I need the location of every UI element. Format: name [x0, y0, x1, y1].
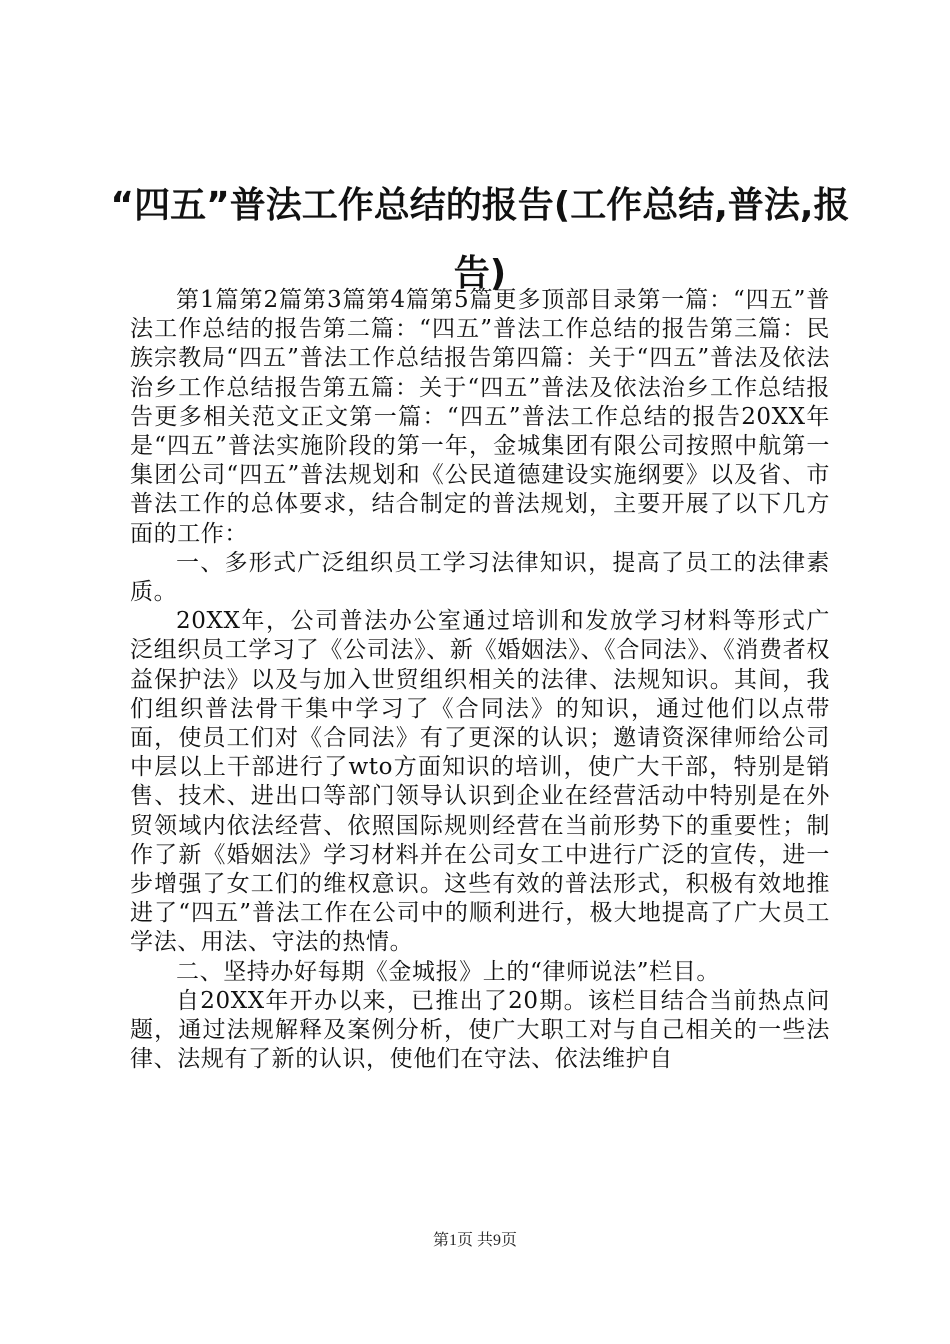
paragraph-heading-one: 一、多形式广泛组织员工学习法律知识，提高了员工的法律素质。: [130, 549, 830, 606]
document-body: [130, 286, 830, 1074]
paragraph-lawyer-column: 自20XX年开办以来，已推出了20期。该栏目结合当前热点问题，通过法规解释及案例分析，使广大职工对与自己相关的一些法律、法规有了新的认识，使他们在守法、依法维护自: [130, 987, 830, 1073]
paragraph-heading-two: 二、坚持办好每期《金城报》上的“律师说法”栏目。: [176, 958, 720, 985]
paragraph-contents-intro: 第1篇第2篇第3篇第4篇第5篇更多顶部目录第一篇：“四五”普法工作总结的报告第二篇：“四五”普法工作总结的报告第三篇：民族宗教局“四五”普法工作总结报告第四篇：关于“四五”普法及依法治乡工作总结报告第五篇：关于“四五”普法及依法治乡工作总结报告更多相关范文正文第一篇：“四五”普法工作总结的报告20XX年是“四五”普法实施阶段的第一年，金城集团有限公司按照中航第一集团公司“四五”普法规划和《公民道德建设实施纲要》以及省、市普法工作的总体要求，结合制定的普法规划，主要开展了以下几方面的工作：: [130, 287, 830, 547]
page-footer: 第1页 共9页: [432, 1232, 517, 1249]
paragraph-legal-training: 20XX年，公司普法办公室通过培训和发放学习材料等形式广泛组织员工学习了《公司法》、新《婚姻法》、《合同法》、《消费者权益保护法》以及与加入世贸组织相关的法律、法规知识。其间，我们组织普法骨干集中学习了《合同法》的知识，通过他们以点带面，使员工们对《合同法》有了更深的认识；邀请资深律师给公司中层以上干部进行了wto方面知识的培训，使广大干部，特别是销售、技术、进出口等部门领导认识到企业在经营活动中特别是在外贸领域内依法经营、依照国际规则经营在当前形势下的重要性；制作了新《婚姻法》学习材料并在公司女工中进行广泛的宣传，进一步增强了女工们的维权意识。这些有效的普法形式，积极有效地推进了“四五”普法工作在公司中的顺利进行，极大地提高了广大员工学法、用法、守法的热情。: [130, 608, 830, 956]
document-title: “四五”普法工作总结的报告(工作总结,普法,报告): [110, 185, 850, 294]
